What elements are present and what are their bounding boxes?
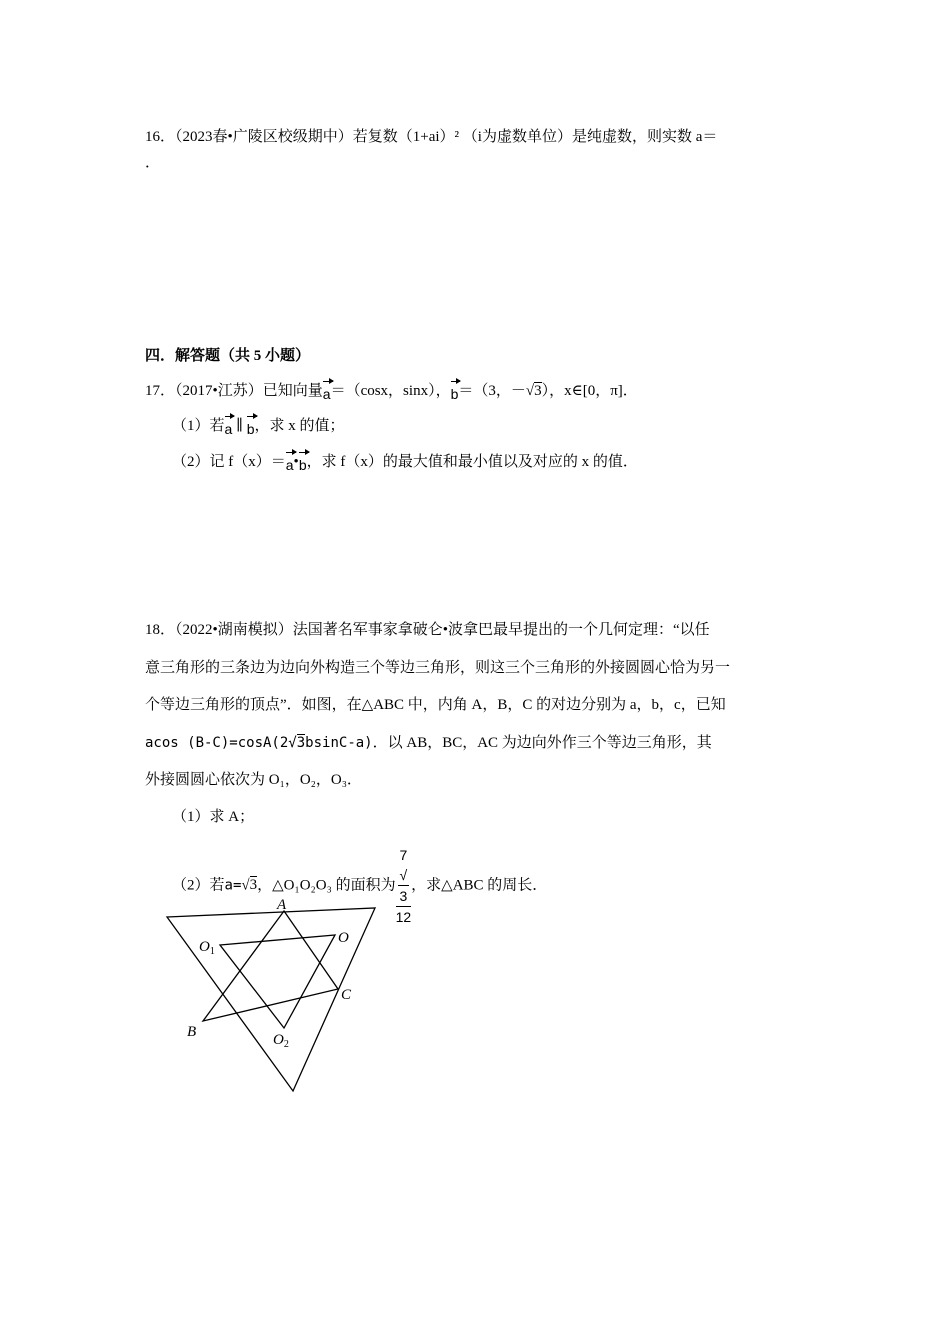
p2-prefix: （2）记 f（x）＝: [172, 454, 286, 470]
p2-prefix: （2）若: [172, 877, 225, 894]
o1-sub: 1: [209, 946, 215, 957]
label-C: C: [341, 987, 352, 1003]
area-fraction: 7 √ 3 12: [395, 847, 412, 925]
parallel-symbol: ∥: [236, 418, 243, 434]
dot-symbol: •: [293, 454, 299, 470]
q17-prefix: 17．（2017•江苏）已知向量: [145, 383, 323, 399]
vector-a: a: [286, 451, 294, 475]
vector-b: b: [247, 415, 255, 439]
p1-suffix: ，求 x 的值；: [254, 418, 345, 434]
p1-prefix: （1）若: [172, 418, 225, 434]
frac-num: 7: [399, 847, 408, 863]
section-heading: 四．解答题（共 5 小题）: [145, 348, 311, 364]
q18-line2: 意三角形的三条边为边向外构造三个等边三角形，则这三个三角形的外接圆圆心恰为另一: [145, 660, 731, 676]
formula-pre: acos (B-C)=cosA(2: [145, 735, 289, 751]
vector-a-value: ＝（cosx，sinx），: [330, 383, 451, 399]
label-O3: O: [338, 930, 349, 946]
vector-a: a: [225, 415, 233, 439]
q18-part1: （1）求 A；: [172, 809, 255, 825]
q16-answer-blank: ．: [145, 155, 161, 171]
line4-suffix: ．以 AB，BC，AC 为边向外作三个等边三角形，其: [372, 735, 712, 751]
vector-b: b: [299, 451, 307, 475]
o2-sub: 2: [283, 1039, 289, 1050]
label-A: A: [277, 897, 287, 913]
formula-post: bsinC-a): [305, 735, 373, 751]
a-equals: a=: [224, 877, 242, 894]
q18-line3: 个等边三角形的顶点”．如图，在△ABC 中，内角 A，B，C 的对边分别为 a，b，c，已知: [145, 697, 726, 713]
p2-mid: ，△O₁O₂O₃ 的面积为: [257, 877, 396, 894]
sqrt-3: 3: [249, 877, 258, 894]
vector-b: b: [451, 380, 459, 404]
frac-den: 12: [395, 909, 412, 925]
q16-text: 16．（2023春•广陵区校级期中）若复数（1+ai）² （i为虚数单位）是纯虚数，则实数 a＝: [145, 129, 718, 145]
given-formula: acos (B-C)=cosA(2√3bsinC-a): [145, 735, 373, 751]
vector-a: a: [323, 380, 331, 404]
label-O1: [199, 939, 215, 957]
domain-text: ），x∈[0，π]．: [541, 383, 638, 399]
label-B: B: [187, 1024, 197, 1040]
o2-letter: O: [273, 1032, 284, 1048]
o1-letter: O: [199, 939, 210, 955]
q18-part2: （2）若a=√3，△O₁O₂O₃ 的面积为 7 √ 3 12 ，求△ABC 的周长．: [172, 847, 548, 925]
q17-stem: 17．（2017•江苏）已知向量a＝（cosx，sinx），b＝（3，－√3），x∈[0，π]．: [145, 380, 638, 404]
sqrt-3: 3: [534, 383, 542, 399]
q18-line1: 18．（2022•湖南模拟）法国著名军事家拿破仑•波拿巴最早提出的一个几何定理：“以任: [145, 622, 710, 638]
q18-line5: 外接圆圆心依次为 O₁，O₂，O₃．: [145, 772, 362, 788]
frac-sqrt: 3: [398, 885, 410, 906]
vector-b-value: ＝（3，－: [458, 383, 526, 399]
sqrt-3: 3: [296, 735, 306, 751]
p2-suffix: ，求△ABC 的周长．: [411, 877, 548, 894]
p2-suffix: ，求 f（x）的最大值和最小值以及对应的 x 的值．: [306, 454, 638, 470]
label-O2: [273, 1032, 289, 1050]
